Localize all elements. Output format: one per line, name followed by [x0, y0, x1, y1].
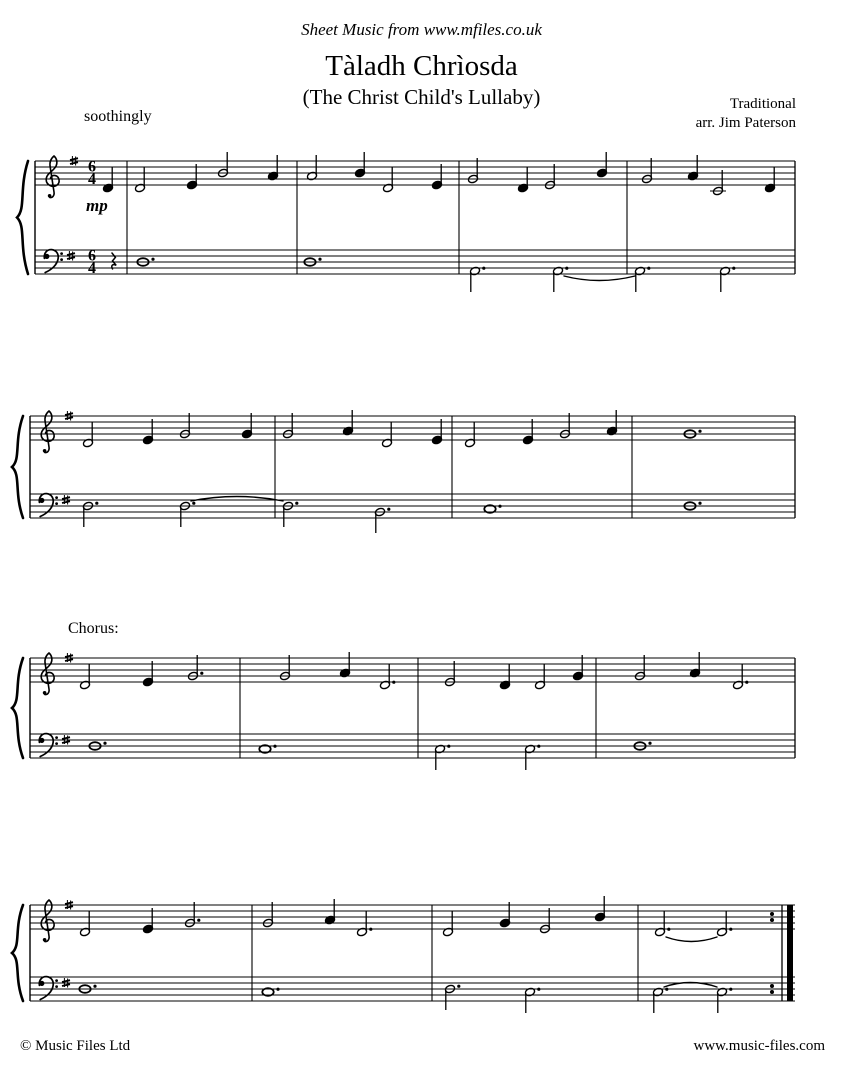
page-title: Tàladh Chrìosda — [325, 50, 518, 82]
svg-text:6: 6 — [88, 158, 96, 176]
svg-text:4: 4 — [88, 260, 96, 277]
page-subtitle: (The Christ Child's Lullaby) — [302, 85, 541, 109]
credit-tradition: Traditional — [729, 96, 796, 112]
header-tagline: Sheet Music from www.mfiles.co.uk — [301, 20, 542, 39]
credit-arranger: arr. Jim Paterson — [695, 115, 796, 131]
section-label: Chorus: — [68, 620, 119, 637]
svg-text:6: 6 — [88, 247, 96, 265]
svg-text:4: 4 — [88, 171, 96, 188]
footer-copyright: © Music Files Ltd — [20, 1038, 131, 1054]
tempo-marking: soothingly — [84, 108, 152, 125]
dynamic-marking: mp — [86, 196, 108, 215]
footer-website: www.music-files.com — [693, 1038, 825, 1054]
